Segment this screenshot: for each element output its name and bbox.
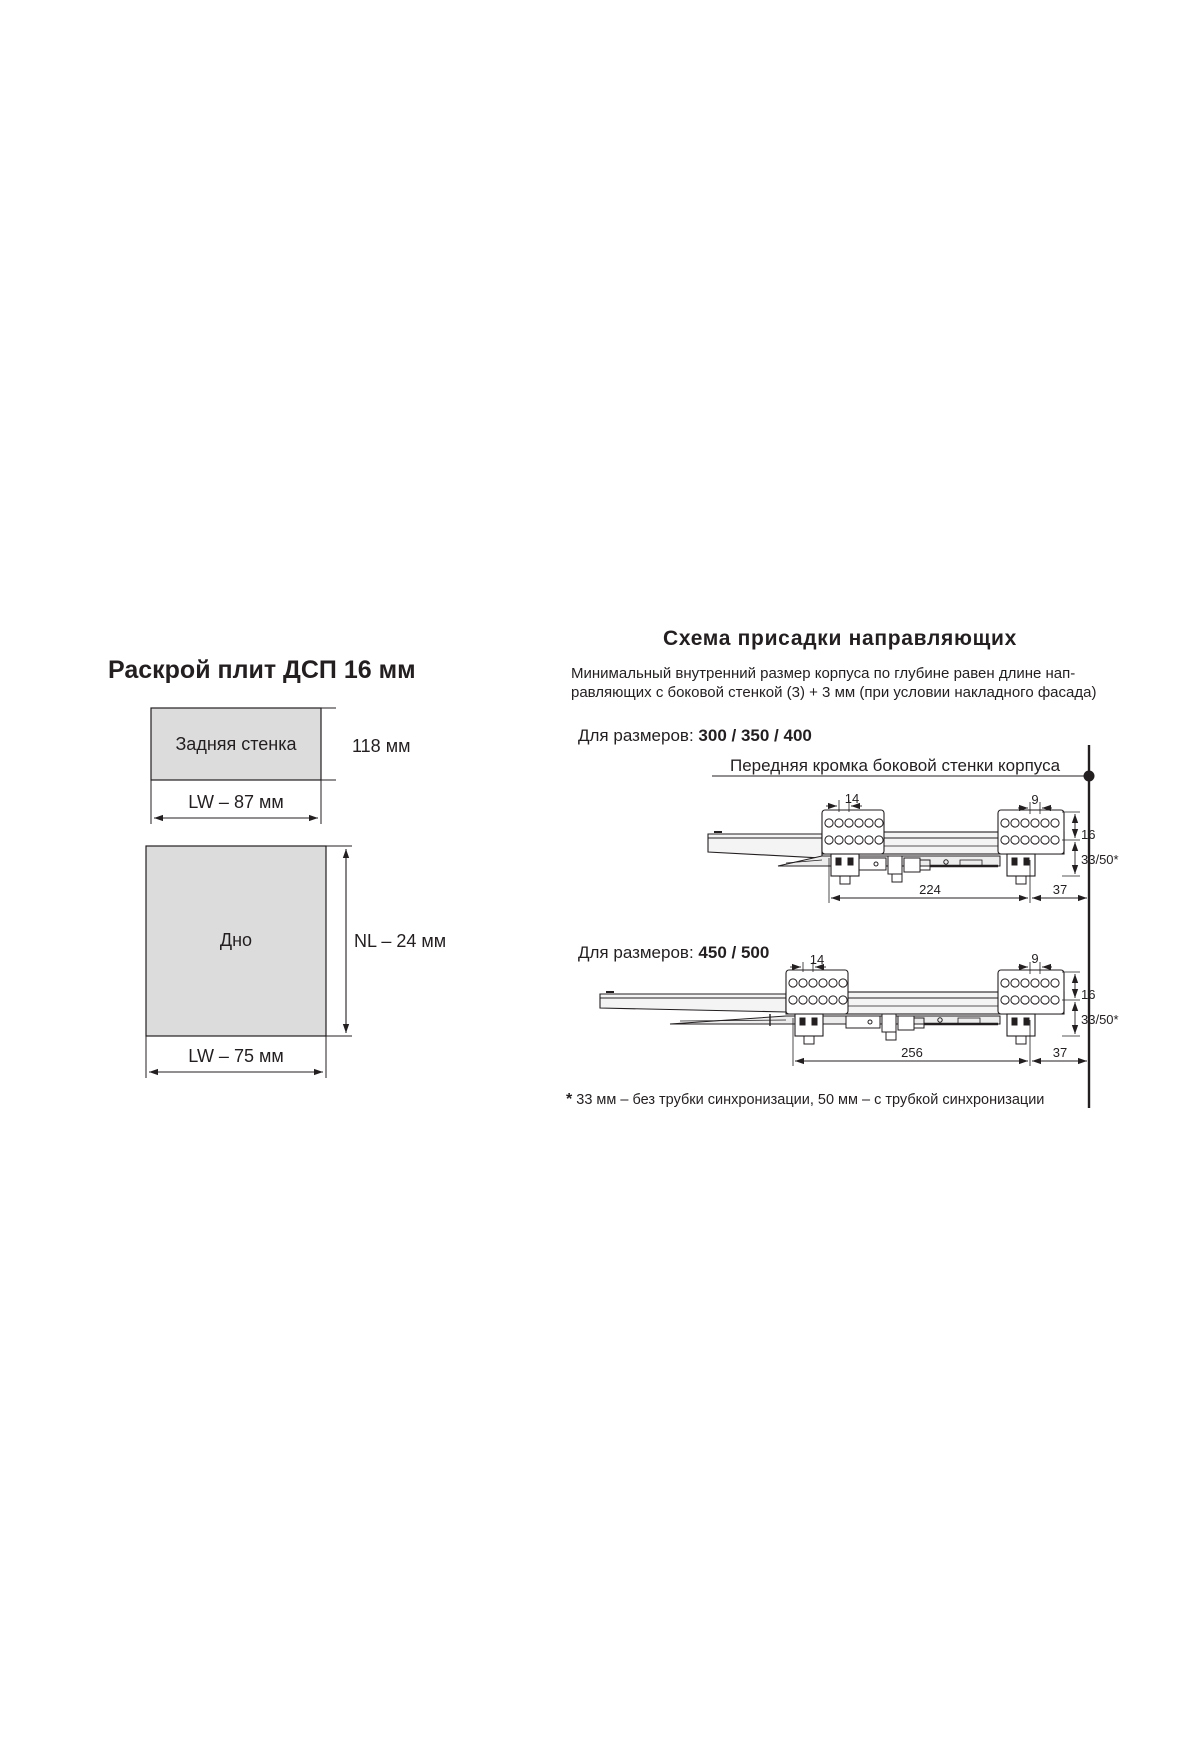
back-wall-label: Задняя стенка	[175, 734, 297, 754]
back-wall-height-dim: 118 мм	[352, 736, 411, 756]
scheme-description-line2: равляющих с боковой стенкой (3) + 3 мм (при условии накладного фасада)	[571, 684, 1097, 701]
variant-1-dim-length: 224	[919, 882, 941, 897]
scheme-description-line1: Минимальный внутренний размер корпуса по глубине равен длине нап-	[571, 665, 1076, 682]
back-wall-width-dim: LW – 87 мм	[188, 792, 284, 812]
rail-2-front-bracket	[998, 970, 1064, 1014]
rail-drawing-1	[708, 800, 1087, 903]
variant-1-prefix: Для размеров:	[578, 726, 694, 745]
footnote-mark: *	[566, 1091, 573, 1108]
bottom-panel-group	[146, 846, 352, 1078]
rail-1-sync-mechanism	[852, 856, 998, 882]
variant-2-sizes: 450 / 500	[698, 943, 770, 962]
rail-1-front-bracket	[998, 810, 1064, 854]
variant-1-dim-33-50: 33/50*	[1081, 852, 1119, 867]
scheme-section-title: Схема присадки направляющих	[662, 627, 1018, 650]
rail-drawing-2	[600, 962, 1087, 1066]
cut-section-title: Раскрой плит ДСП 16 мм	[108, 656, 416, 684]
rail-1-rear-bracket	[822, 810, 884, 854]
bottom-height-dim: NL – 24 мм	[354, 931, 447, 951]
variant-2-dim-14: 14	[809, 952, 825, 967]
variant-1-dim-14: 14	[844, 791, 860, 806]
variant-2-dim-length: 256	[901, 1045, 923, 1060]
variant-2-dim-16: 16	[1081, 987, 1096, 1002]
bottom-width-dim: LW – 75 мм	[188, 1046, 284, 1066]
variant-2-dim-9: 9	[1031, 951, 1039, 966]
footnote-text: 33 мм – без трубки синхронизации, 50 мм – с трубкой синхронизации	[572, 1092, 1045, 1108]
variant-1-dim-9: 9	[1031, 792, 1039, 807]
front-edge-label: Передняя кромка боковой стенки корпуса	[730, 756, 1061, 775]
variant-2-prefix: Для размеров:	[578, 943, 694, 962]
variant-2-dim-33-50: 33/50*	[1081, 1012, 1119, 1027]
rail-2-rear-bracket	[786, 970, 848, 1014]
rail-2-sync-mechanism	[846, 1014, 998, 1040]
variant-1-dim-16: 16	[1081, 827, 1096, 842]
variant-1-dim-offset: 37	[1052, 882, 1068, 897]
bottom-label: Дно	[219, 930, 253, 950]
rail-2-rear-end	[600, 994, 786, 1012]
variant-2-dim-offset: 37	[1052, 1045, 1068, 1060]
variant-1-sizes: 300 / 350 / 400	[698, 726, 812, 745]
